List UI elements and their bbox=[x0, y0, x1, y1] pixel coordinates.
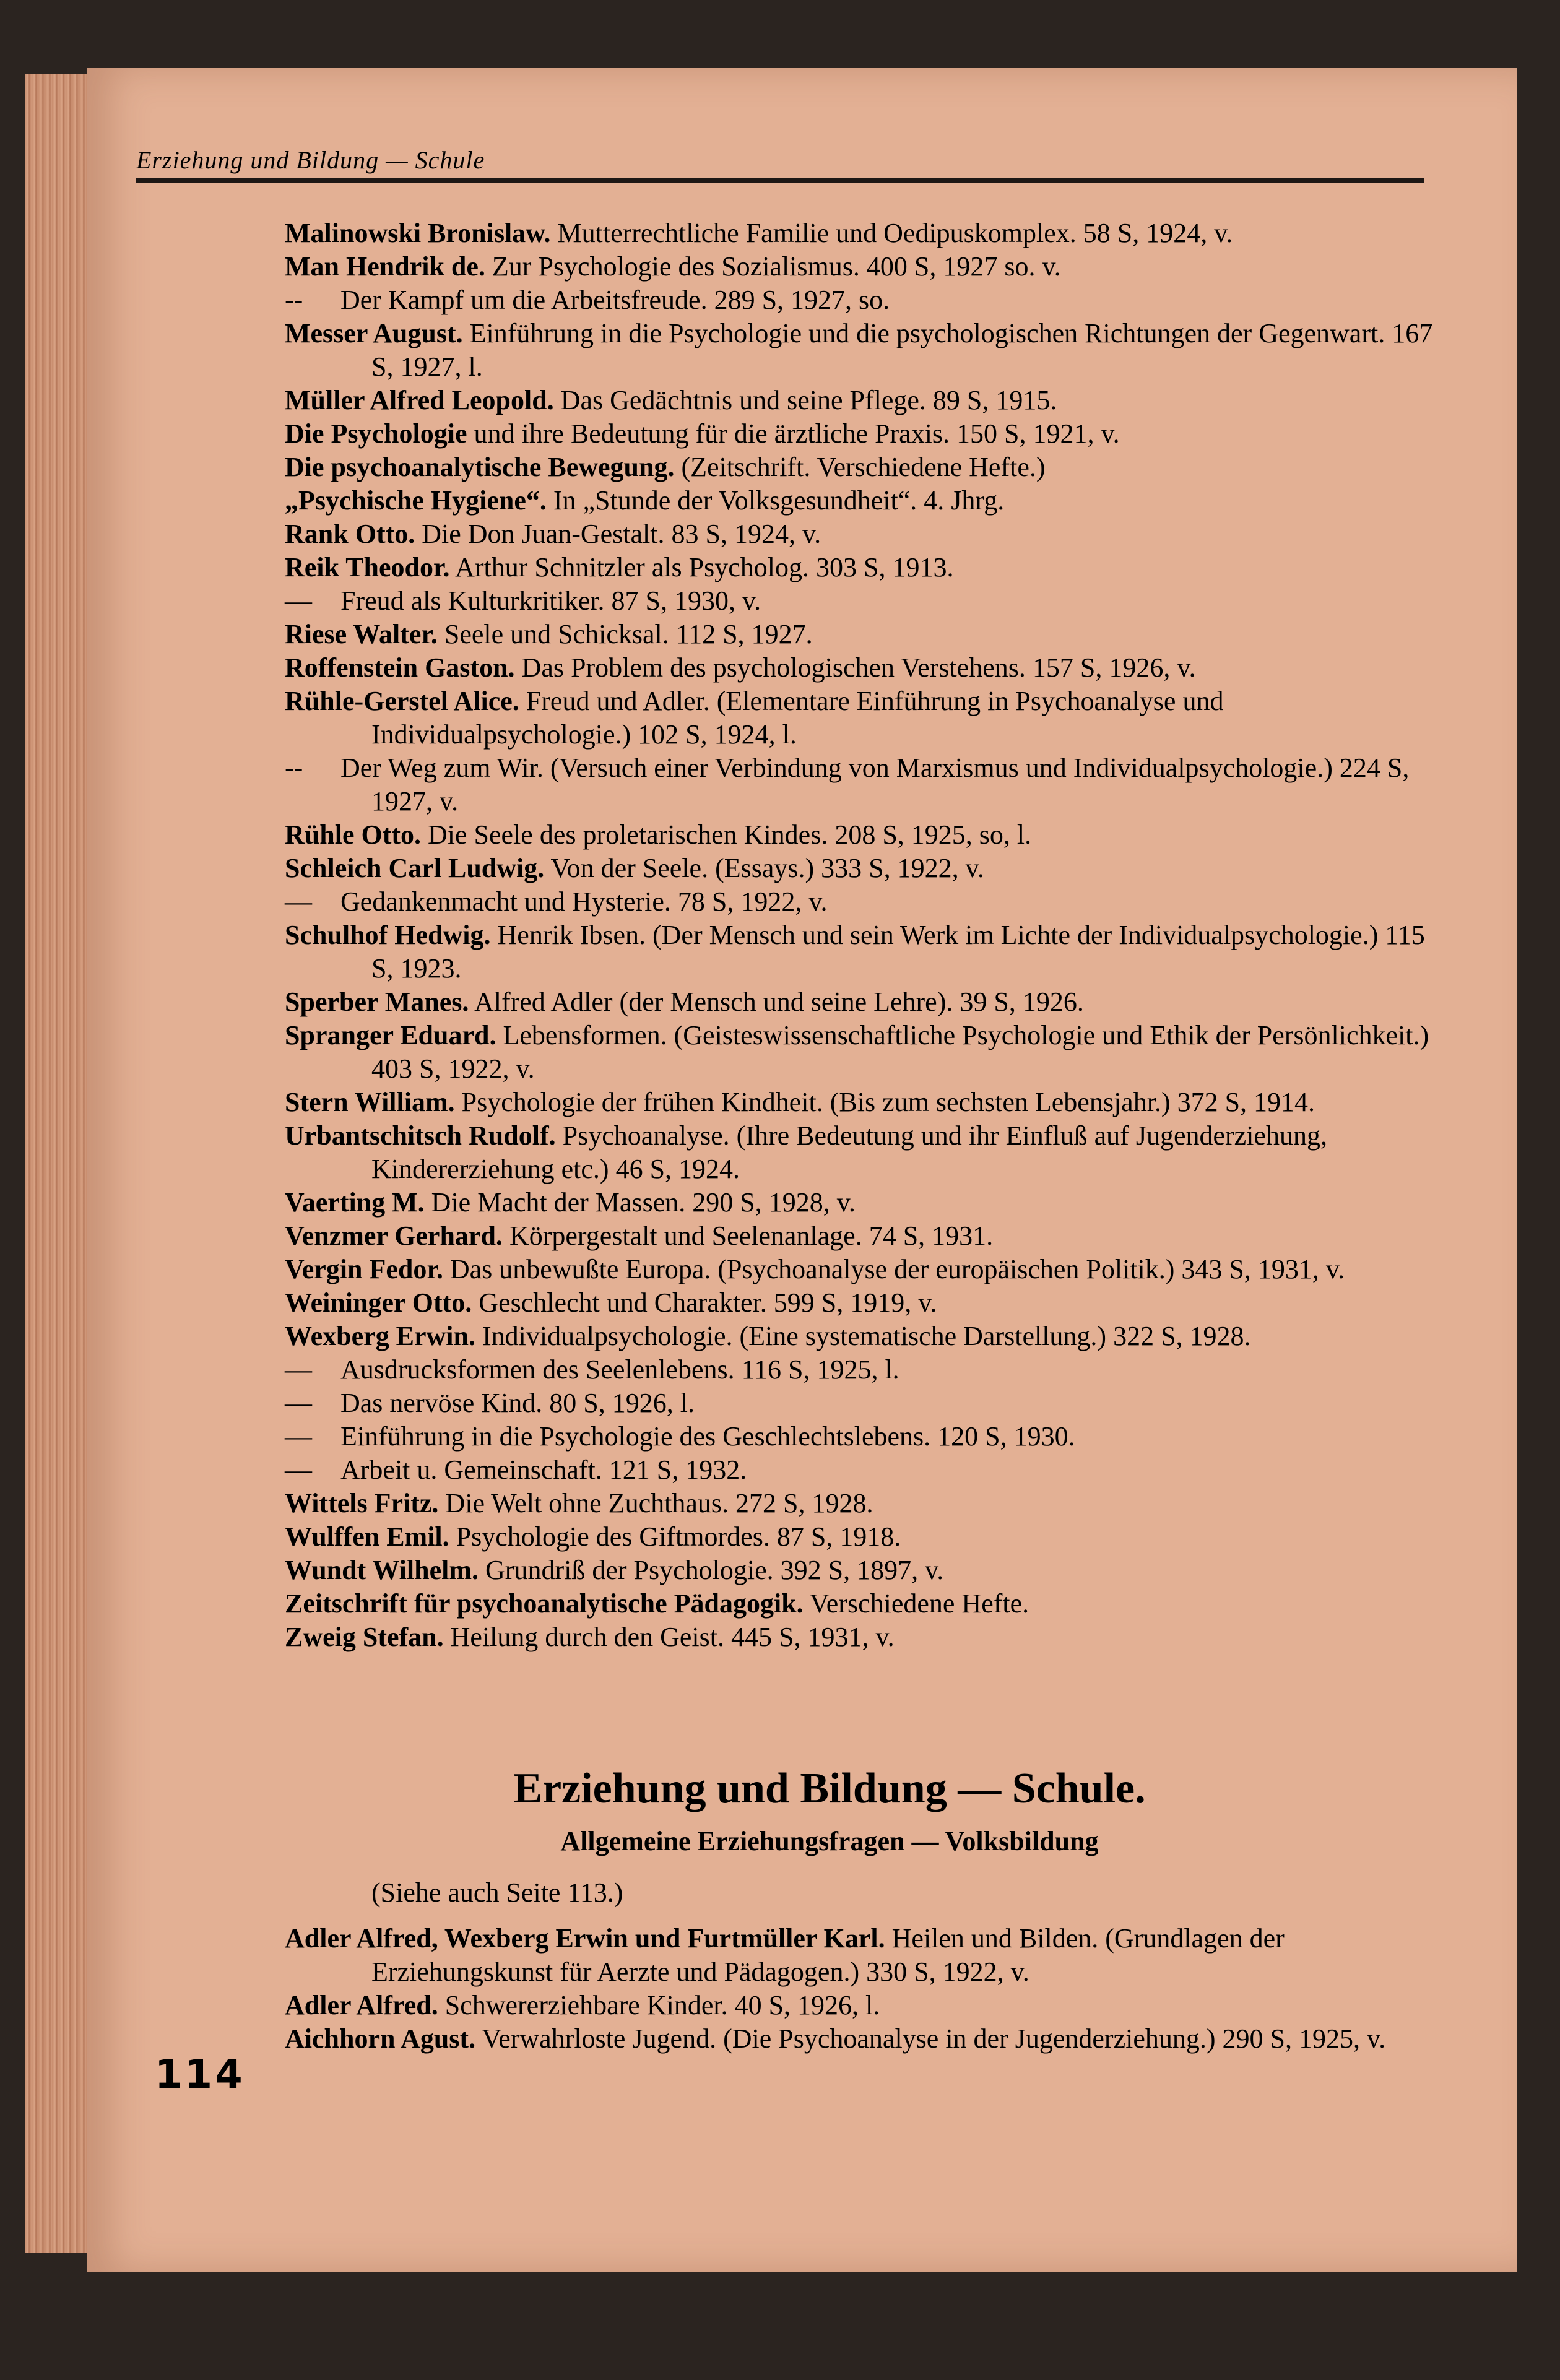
entry-author: Zweig Stefan. bbox=[285, 1622, 444, 1652]
bibliography-entry bbox=[285, 852, 1436, 885]
entry-text: Ausdrucksformen des Seelenlebens. 116 S, 1925, l. bbox=[340, 1354, 899, 1385]
bibliography-entry bbox=[285, 1320, 1436, 1353]
entry-text: Alfred Adler (der Mensch und seine Lehre). 39 S, 1926. bbox=[474, 987, 1084, 1017]
bibliography-entry bbox=[285, 818, 1436, 852]
bibliography-entry bbox=[285, 1019, 1436, 1086]
bibliography-entry bbox=[285, 384, 1436, 417]
entry-repeat-dash: — bbox=[285, 1455, 312, 1485]
section-entry-list bbox=[285, 1922, 1436, 2056]
entry-text: Mutterrechtliche Familie und Oedipuskomplex. 58 S, 1924, v. bbox=[557, 218, 1233, 248]
entry-text: Das Gedächtnis und seine Pflege. 89 S, 1915. bbox=[560, 385, 1057, 415]
bibliography-entry bbox=[285, 484, 1436, 517]
entry-text: Arthur Schnitzler als Psycholog. 303 S, 1913. bbox=[455, 552, 954, 582]
entry-author: Vaerting M. bbox=[285, 1187, 425, 1218]
entry-text: Verwahrloste Jugend. (Die Psychoanalyse in der Jugenderziehung.) 290 S, 1925, v. bbox=[482, 2023, 1386, 2054]
bibliography-entry bbox=[285, 250, 1436, 283]
entry-author: Wexberg Erwin. bbox=[285, 1321, 475, 1351]
entry-text: Das nervöse Kind. 80 S, 1926, l. bbox=[340, 1388, 695, 1418]
bibliography-entry bbox=[285, 1487, 1436, 1520]
entry-author: Weininger Otto. bbox=[285, 1287, 472, 1318]
entry-text: Einführung in die Psychologie des Geschlechtslebens. 120 S, 1930. bbox=[340, 1421, 1075, 1452]
page-number: 114 bbox=[155, 2052, 245, 2098]
bibliography-entry bbox=[285, 551, 1436, 584]
bibliography-entry bbox=[285, 1520, 1436, 1554]
bibliography-entry bbox=[285, 651, 1436, 685]
entry-text: Zur Psychologie des Sozialismus. 400 S, 1927 so. v. bbox=[492, 251, 1061, 282]
entry-repeat-dash: — bbox=[285, 886, 312, 917]
bibliography-entry bbox=[285, 1387, 1436, 1420]
entry-repeat-dash: — bbox=[285, 586, 312, 616]
entry-text: Freud und Adler. (Elementare Einführung in Psychoanalyse und Individualpsychologie.) 102 S, 1924, l. bbox=[371, 686, 1224, 750]
entry-text: Geschlecht und Charakter. 599 S, 1919, v. bbox=[479, 1287, 937, 1318]
bibliography-list bbox=[285, 217, 1436, 1654]
running-head-left: Erziehung und Bildung bbox=[136, 146, 379, 174]
entry-text: In „Stunde der Volksgesundheit“. 4. Jhrg. bbox=[553, 485, 1005, 516]
entry-text: Gedankenmacht und Hysterie. 78 S, 1922, v. bbox=[340, 886, 828, 917]
entry-text: Die Don Juan-Gestalt. 83 S, 1924, v. bbox=[422, 519, 821, 549]
entry-text: Seele und Schicksal. 112 S, 1927. bbox=[444, 619, 813, 649]
bibliography-entry bbox=[285, 417, 1436, 451]
entry-text: Psychoanalyse. (Ihre Bedeutung und ihr Einfluß auf Jugenderziehung, Kindererziehung etc.) 46 S, 1924. bbox=[371, 1120, 1327, 1184]
entry-text: Psychologie des Giftmordes. 87 S, 1918. bbox=[456, 1521, 901, 1552]
entry-author: Zeitschrift für psychoanalytische Pädagogik. bbox=[285, 1588, 804, 1619]
entry-text: Die Welt ohne Zuchthaus. 272 S, 1928. bbox=[445, 1488, 873, 1518]
entry-author: Die Psychologie bbox=[285, 418, 467, 449]
bibliography-entry bbox=[285, 1989, 1436, 2022]
bibliography-entry bbox=[285, 517, 1436, 551]
entry-author: Wittels Fritz. bbox=[285, 1488, 439, 1518]
entry-text: Die Seele des proletarischen Kindes. 208 S, 1925, so, l. bbox=[428, 820, 1032, 850]
entry-text: Lebensformen. (Geisteswissenschaftliche Psychologie und Ethik der Persönlichkeit.) 403 S, 1922, v. bbox=[371, 1020, 1429, 1084]
bibliography-entry bbox=[285, 1086, 1436, 1119]
bibliography-entry bbox=[285, 685, 1436, 751]
entry-text: Grundriß der Psychologie. 392 S, 1897, v. bbox=[485, 1555, 944, 1585]
entry-text: Das unbewußte Europa. (Psychoanalyse der europäischen Politik.) 343 S, 1931, v. bbox=[449, 1254, 1345, 1284]
entry-author: Adler Alfred. bbox=[285, 1990, 438, 2020]
bibliography-entry bbox=[285, 1587, 1436, 1621]
running-head bbox=[136, 145, 485, 175]
section-subtitle: Allgemeine Erziehungsfragen — Volksbildung bbox=[560, 1826, 1099, 1856]
entry-author: Reik Theodor. bbox=[285, 552, 450, 582]
entry-author: Die psychoanalytische Bewegung. bbox=[285, 452, 675, 482]
entry-author: Vergin Fedor. bbox=[285, 1254, 443, 1284]
entry-author: Wulffen Emil. bbox=[285, 1521, 449, 1552]
entry-text: Heilen und Bilden. (Grundlagen der Erziehungskunst für Aerzte und Pädagogen.) 330 S, 1922, v. bbox=[371, 1923, 1285, 1987]
entry-author: Malinowski Bronislaw. bbox=[285, 218, 551, 248]
bibliography-entry bbox=[285, 2022, 1436, 2056]
header-rule bbox=[136, 178, 1424, 183]
entry-repeat-dash: -- bbox=[285, 753, 303, 783]
bibliography-entry bbox=[285, 1621, 1436, 1654]
entry-text: Arbeit u. Gemeinschaft. 121 S, 1932. bbox=[340, 1455, 747, 1485]
entry-author: Venzmer Gerhard. bbox=[285, 1221, 503, 1251]
entry-author: Wundt Wilhelm. bbox=[285, 1555, 479, 1585]
bibliography-entry bbox=[285, 1286, 1436, 1320]
bibliography-entry bbox=[285, 885, 1436, 919]
section-erziehung bbox=[285, 1761, 1436, 2056]
bibliography-entry bbox=[285, 217, 1436, 250]
entry-text: Der Kampf um die Arbeitsfreude. 289 S, 1927, so. bbox=[340, 285, 890, 315]
entry-text: und ihre Bedeutung für die ärztliche Praxis. 150 S, 1921, v. bbox=[474, 418, 1120, 449]
entry-text: Henrik Ibsen. (Der Mensch und sein Werk im Lichte der Individualpsychologie.) 115 S, 1923. bbox=[371, 920, 1425, 984]
entry-text: Von der Seele. (Essays.) 333 S, 1922, v. bbox=[550, 853, 984, 883]
entry-repeat-dash: — bbox=[285, 1421, 312, 1452]
entry-text: (Zeitschrift. Verschiedene Hefte.) bbox=[681, 452, 1046, 482]
entry-author: Stern William. bbox=[285, 1087, 455, 1117]
section-title: Erziehung und Bildung — Schule. bbox=[513, 1765, 1146, 1812]
entry-text: Heilung durch den Geist. 445 S, 1931, v. bbox=[450, 1622, 895, 1652]
entry-author: Müller Alfred Leopold. bbox=[285, 385, 554, 415]
bibliography-entry bbox=[285, 317, 1436, 384]
entry-author: Riese Walter. bbox=[285, 619, 438, 649]
entry-author: Roffenstein Gaston. bbox=[285, 652, 515, 683]
bibliography-entry bbox=[285, 283, 1436, 317]
entry-text: Der Weg zum Wir. (Versuch einer Verbindung von Marxismus und Individualpsychologie.) 224 S, 1927, v. bbox=[340, 753, 1410, 816]
entry-author: Adler Alfred, Wexberg Erwin und Furtmüller Karl. bbox=[285, 1923, 885, 1954]
entry-author: Urbantschitsch Rudolf. bbox=[285, 1120, 556, 1151]
entry-repeat-dash: — bbox=[285, 1354, 312, 1385]
bibliography-entry bbox=[285, 1420, 1436, 1453]
entry-author: Rank Otto. bbox=[285, 519, 415, 549]
entry-text: Schwererziehbare Kinder. 40 S, 1926, l. bbox=[444, 1990, 880, 2020]
bibliography-entry bbox=[285, 1554, 1436, 1587]
bibliography-entry bbox=[285, 1922, 1436, 1989]
see-also-note: (Siehe auch Seite 113.) bbox=[371, 1877, 623, 1908]
bibliography-entry bbox=[285, 1453, 1436, 1487]
bibliography-entry bbox=[285, 584, 1436, 618]
bibliography-entry bbox=[285, 985, 1436, 1019]
entry-text: Die Macht der Massen. 290 S, 1928, v. bbox=[431, 1187, 856, 1218]
entry-author: Messer August. bbox=[285, 318, 463, 348]
bibliography-entry bbox=[285, 1119, 1436, 1186]
entry-author: Aichhorn Agust. bbox=[285, 2023, 476, 2054]
bibliography-entry bbox=[285, 1219, 1436, 1253]
entry-author: Schleich Carl Ludwig. bbox=[285, 853, 545, 883]
bibliography-entry bbox=[285, 451, 1436, 484]
bibliography-entry bbox=[285, 1253, 1436, 1286]
entry-author: Spranger Eduard. bbox=[285, 1020, 496, 1050]
bibliography-entry bbox=[285, 618, 1436, 651]
entry-author: Sperber Manes. bbox=[285, 987, 469, 1017]
entry-author: Rühle-Gerstel Alice. bbox=[285, 686, 519, 716]
entry-author: Man Hendrik de. bbox=[285, 251, 485, 282]
entry-text: Verschiedene Hefte. bbox=[809, 1588, 1029, 1619]
entry-text: Das Problem des psychologischen Verstehens. 157 S, 1926, v. bbox=[521, 652, 1196, 683]
entry-author: „Psychische Hygiene“. bbox=[285, 485, 547, 516]
bibliography-entry bbox=[285, 1186, 1436, 1219]
bibliography-entry bbox=[285, 751, 1436, 818]
bibliography-entry bbox=[285, 919, 1436, 985]
entry-author: Schulhof Hedwig. bbox=[285, 920, 491, 950]
entry-text: Freud als Kulturkritiker. 87 S, 1930, v. bbox=[340, 586, 761, 616]
entry-text: Psychologie der frühen Kindheit. (Bis zum sechsten Lebensjahr.) 372 S, 1914. bbox=[461, 1087, 1315, 1117]
entry-author: Rühle Otto. bbox=[285, 820, 421, 850]
entry-repeat-dash: -- bbox=[285, 285, 303, 315]
entry-repeat-dash: — bbox=[285, 1388, 312, 1418]
running-head-separator: — bbox=[386, 146, 409, 174]
bibliography-entry bbox=[285, 1353, 1436, 1387]
entry-text: Individualpsychologie. (Eine systematische Darstellung.) 322 S, 1928. bbox=[482, 1321, 1251, 1351]
entry-text: Einführung in die Psychologie und die psychologischen Richtungen der Gegenwart. 167 S, 1927, l. bbox=[371, 318, 1433, 382]
entry-text: Körpergestalt und Seelenanlage. 74 S, 1931. bbox=[509, 1221, 994, 1251]
running-head-right: Schule bbox=[415, 146, 485, 174]
